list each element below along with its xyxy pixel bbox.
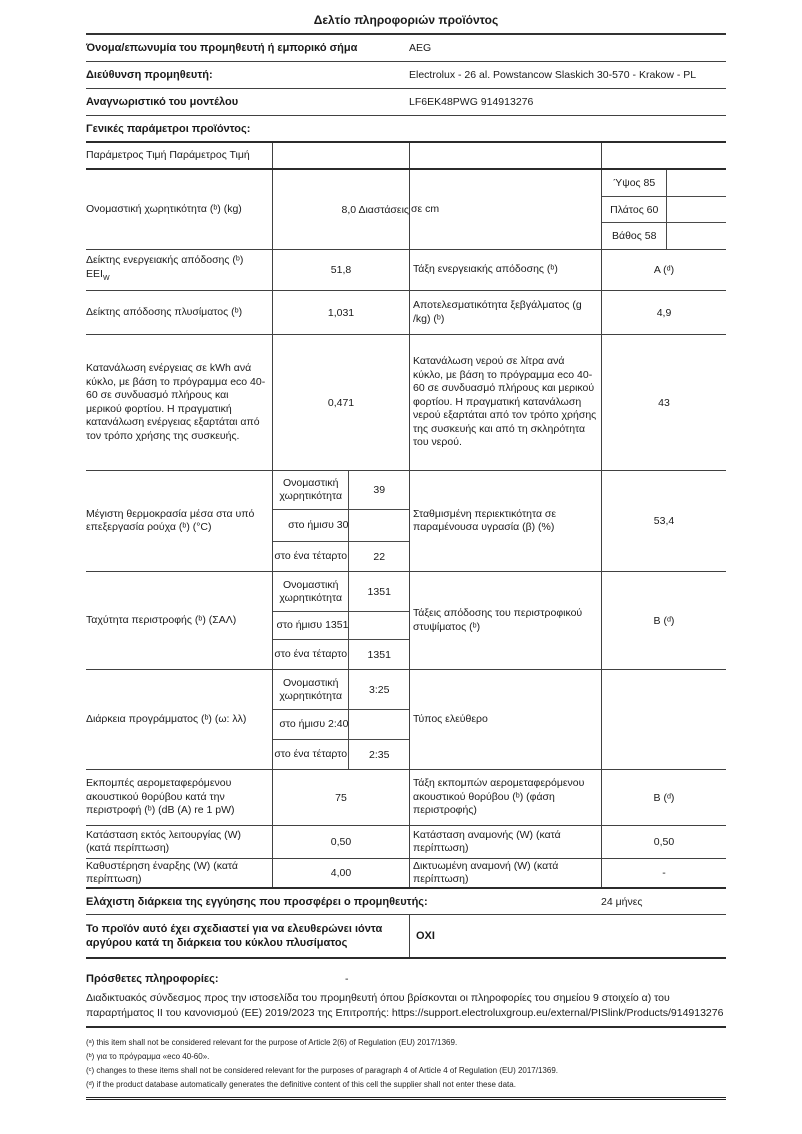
eei-label: Δείκτης ενεργειακής απόδοσης (ᵇ) xyxy=(86,254,244,267)
row-airborne-noise xyxy=(86,770,726,826)
row-delay-start xyxy=(86,859,726,889)
dimension-height-label: Ύψος 85 xyxy=(613,177,656,189)
supplier-address-label: Διεύθυνση προμηθευτή: xyxy=(86,69,213,81)
footnote-d: (ᵈ) if the product database automatically generates the definitive content of this cell the supplier shall not enter these data. xyxy=(86,1080,516,1089)
temperature-subtable xyxy=(272,471,409,571)
noise-emission-label: Εκπομπές αερομεταφερόμενου ακουστικού θορύβου κατά την περιστροφή (ᵇ) (dB (A) re 1 pW) xyxy=(86,777,235,817)
footnote-c: (ᶜ) changes to these items shall not be considered relevant for the purposes of paragraph 4 of Article 4 of Regulation (EU) 2017/1369. xyxy=(86,1066,558,1075)
additional-info-label: Πρόσθετες πληροφορίες: xyxy=(86,972,219,985)
silver-ions-label: Το προϊόν αυτό έχει σχεδιαστεί για να ελευθερώνει ιόντα αργύρου κατά τη διάρκεια του κύκλου πλυσίματος xyxy=(86,923,383,949)
eei-symbol: $EEI_W$ xyxy=(86,267,110,283)
row-spin-speed xyxy=(86,572,726,670)
supplier-name-label: Όνομα/επωνυμία του προμηθευτή ή εμπορικό σήμα xyxy=(86,42,358,54)
spin-half-label: στο ήμισυ 1351 xyxy=(276,619,349,631)
delay-start-value: 4,00 xyxy=(272,859,409,887)
spin-quarter-row xyxy=(273,640,409,669)
table-header-empty-3 xyxy=(601,143,726,168)
energy-class-value: A (ᵈ) xyxy=(601,250,726,290)
temperature-half-label: στο ήμισυ 30 xyxy=(288,519,349,531)
footnote-b: (ᵇ) για το πρόγραμμα «eco 40-60». xyxy=(86,1052,210,1061)
spin-rated-label: Ονομαστική χωρητικότητα xyxy=(279,578,343,604)
energy-class-label: Τάξη ενεργειακής απόδοσης (ᵇ) xyxy=(409,250,601,290)
standby-mode-value: 0,50 xyxy=(601,826,726,858)
duration-quarter-value: 2:35 xyxy=(348,740,409,769)
spin-rated-row xyxy=(273,572,409,612)
spin-rated-value: 1351 xyxy=(348,572,409,611)
spin-class-value: B (ᵈ) xyxy=(601,572,726,669)
row-additional-info xyxy=(86,968,726,989)
temperature-quarter-label: στο ένα τέταρτο xyxy=(274,550,348,562)
footnote-a: (ᵃ) this item shall not be considered relevant for the purpose of Article 2(6) of Regulation (EU) 2017/1369. xyxy=(86,1038,458,1047)
temperature-rated-label: Ονομαστική χωρητικότητα xyxy=(279,477,343,502)
dimension-height-value xyxy=(666,170,726,196)
water-consumption-label: Κατανάλωση νερού σε λίτρα ανά κύκλο, με βάση το πρόγραμμα eco 40-60 σε συνδυασμό πλήρους και μερικού φορτίου. Η πραγματική κατανάλωση νερού εξαρτάται από τον τρόπο χρήσης της συσκευής και από τη σκληρότητα του νερού. xyxy=(409,335,601,470)
additional-info-value: - xyxy=(345,972,349,985)
duration-half-row xyxy=(273,710,409,740)
delay-start-label: Καθυστέρηση έναρξης (W) (κατά περίπτωση) xyxy=(86,859,238,885)
water-consumption-value: 43 xyxy=(601,335,726,470)
rinsing-effectiveness-label: Αποτελεσματικότητα ξεβγάλματος (g /kg) (ᵇ) xyxy=(409,291,601,334)
spin-quarter-label: στο ένα τέταρτο xyxy=(274,648,348,660)
dimension-depth-value xyxy=(666,223,726,249)
page-title: Δελτίο πληροφοριών προϊόντος xyxy=(86,0,726,35)
row-warranty xyxy=(86,889,726,915)
temperature-rated-value: 39 xyxy=(348,471,409,509)
spin-quarter-value: 1351 xyxy=(348,640,409,669)
capacity-value: 8,0 Διαστάσεις xyxy=(272,170,409,249)
bottom-double-rule xyxy=(86,1097,726,1100)
networked-standby-label: Δικτυωμένη αναμονή (W) (κατά περίπτωση) xyxy=(409,859,601,887)
energy-consumption-value: 0,471 xyxy=(272,335,409,470)
networked-standby-value: - xyxy=(601,859,726,887)
dimension-depth-label: Βάθος 58 xyxy=(612,230,657,242)
row-programme-duration xyxy=(86,670,726,770)
duration-quarter-row xyxy=(273,740,409,769)
noise-class-value: B (ᵈ) xyxy=(601,770,726,825)
general-parameters-heading: Γενικές παράμετροι προϊόντος: xyxy=(86,116,726,143)
row-off-mode xyxy=(86,826,726,859)
spin-class-label: Τάξεις απόδοσης του περιστροφικού στυψίματος (ᵇ) xyxy=(409,572,601,669)
temperature-half-value xyxy=(348,510,409,541)
row-energy-efficiency-index xyxy=(86,250,726,291)
standby-mode-label: Κατάσταση αναμονής (W) (κατά περίπτωση) xyxy=(409,826,601,858)
spin-half-value xyxy=(348,612,409,639)
row-energy-water-consumption xyxy=(86,335,726,471)
row-silver-ions xyxy=(86,915,726,959)
supplier-name-row xyxy=(86,35,726,62)
supplier-name-value: AEG xyxy=(409,42,432,54)
temperature-rated-row xyxy=(273,471,409,510)
energy-consumption-label: Κατανάλωση ενέργειας σε kWh ανά κύκλο, με βάση το πρόγραμμα eco 40-60 σε συνδυασμό πλήρους και μερικού φορτίου. Η πραγματική κατανάλωση ενέργειας εξαρτάται από τον τρόπο χρήσης της συσκευής. xyxy=(86,362,266,442)
dimension-width-label: Πλάτος 60 xyxy=(610,203,659,216)
type-value xyxy=(601,670,726,769)
supplier-address-value: Electrolux - 26 al. Powstancow Slaskich 30-570 - Krakow - PL xyxy=(409,69,697,81)
footnotes xyxy=(86,1028,726,1092)
duration-quarter-label: στο ένα τέταρτο xyxy=(274,748,348,760)
duration-rated-value: 3:25 xyxy=(348,670,409,709)
supplier-weblink-paragraph: Διαδικτυακός σύνδεσμος προς την ιστοσελίδα του προμηθευτή όπου βρίσκονται οι πληροφορίες του σημείου 9 στοιχείο α) του παραρτήματος II του κανονισμού (ΕΕ) 2019/2023 της Επιτροπής: https://support.electroluxgroup.eu/external/PISlink/Products/914913276 xyxy=(86,989,726,1028)
sheet-content xyxy=(86,0,726,1100)
type-label: Τύπος ελεύθερο xyxy=(409,670,601,769)
remaining-moisture-value: 53,4 xyxy=(601,471,726,571)
temperature-quarter-row xyxy=(273,542,409,571)
model-id-row xyxy=(86,89,726,116)
dimension-row-width xyxy=(602,197,726,223)
warranty-value: 24 μήνες xyxy=(601,895,643,908)
off-mode-label: Κατάσταση εκτός λειτουργίας (W) (κατά περίπτωση) xyxy=(86,828,242,854)
table-header-label: Παράμετρος Τιμή Παράμετρος Τιμή xyxy=(86,148,250,161)
row-washing-index xyxy=(86,291,726,335)
spin-speed-label: Ταχύτητα περιστροφής (ᵇ) (ΣΑΛ) xyxy=(86,613,237,626)
spin-subtable xyxy=(272,572,409,669)
dimension-row-height xyxy=(602,170,726,197)
remaining-moisture-label: Σταθμισμένη περιεκτικότητα σε παραμένουσα υγρασία (β) (%) xyxy=(409,471,601,571)
temperature-quarter-value: 22 xyxy=(348,542,409,571)
table-header-empty-1 xyxy=(272,143,409,168)
supplier-address-row xyxy=(86,62,726,89)
capacity-label: Ονομαστική χωρητικότητα (ᵇ) (kg) xyxy=(86,202,242,215)
duration-rated-row xyxy=(273,670,409,710)
model-id-value: LF6EK48PWG 914913276 xyxy=(409,96,534,108)
dimension-width-value xyxy=(666,197,726,222)
table-header-empty-2 xyxy=(409,143,601,168)
silver-ions-value: OXI xyxy=(409,915,726,957)
duration-rated-label: Ονομαστική χωρητικότητα xyxy=(279,676,343,702)
dimension-row-depth xyxy=(602,223,726,249)
rinsing-effectiveness-value: 4,9 xyxy=(601,291,726,334)
programme-duration-label: Διάρκεια προγράμματος (ᵇ) (ω: λλ) xyxy=(86,712,247,725)
noise-emission-value: 75 xyxy=(272,770,409,825)
row-max-temperature xyxy=(86,471,726,572)
duration-half-label: στο ήμισυ 2:40 xyxy=(279,718,349,730)
dimensions-subtable xyxy=(601,170,726,249)
noise-class-label: Τάξη εκπομπών αερομεταφερόμενου ακουστικού θορύβου (ᵇ) (φάση περιστροφής) xyxy=(409,770,601,825)
temperature-half-row xyxy=(273,510,409,542)
model-id-label: Αναγνωριστικό του μοντέλου xyxy=(86,96,239,108)
duration-subtable xyxy=(272,670,409,769)
eei-label-cell xyxy=(86,250,272,290)
dimensions-unit-label: σε cm xyxy=(409,170,601,249)
warranty-label: Ελάχιστη διάρκεια της εγγύησης που προσφέρει ο προμηθευτής: xyxy=(86,895,428,908)
spin-half-row xyxy=(273,612,409,640)
max-temperature-label: Μέγιστη θερμοκρασία μέσα στα υπό επεξεργασία ρούχα (ᵇ) (°C) xyxy=(86,507,255,533)
duration-half-value xyxy=(348,710,409,739)
table-header-row xyxy=(86,143,726,170)
off-mode-value: 0,50 xyxy=(272,826,409,858)
eei-value: 51,8 xyxy=(272,250,409,290)
washing-index-value: 1,031 xyxy=(272,291,409,334)
washing-index-label: Δείκτης απόδοσης πλυσίματος (ᵇ) xyxy=(86,305,243,318)
row-capacity-dimensions xyxy=(86,170,726,250)
